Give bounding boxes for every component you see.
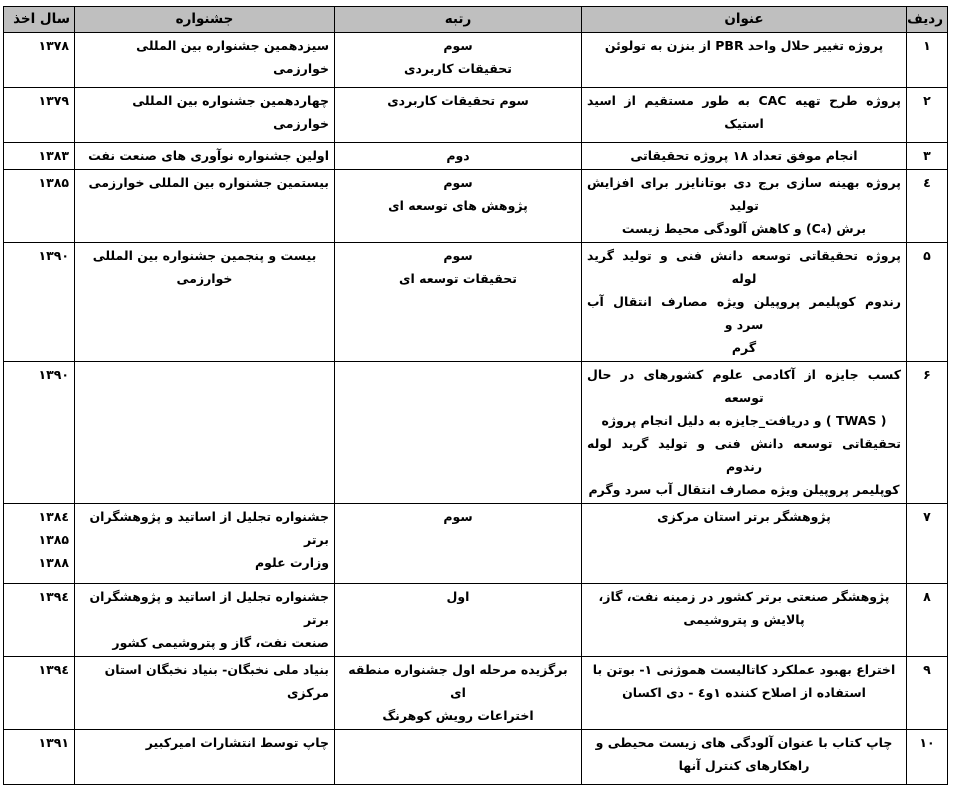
cell-rank xyxy=(335,730,582,785)
cell-year xyxy=(4,170,75,243)
cell-title xyxy=(582,504,907,584)
cell-title-line: تحقیقاتی توسعه دانش فنی و تولید گرید لوله رندوم xyxy=(587,436,901,474)
cell-title-line: اختراع بهبود عملکرد کاتالیست هموژنی ۱- بوتن با xyxy=(592,662,896,677)
cell-title-line: پروژه تحقیقاتی توسعه دانش فنی و تولید گرید لوله xyxy=(587,248,901,286)
table-row xyxy=(4,143,948,170)
cell-rank xyxy=(335,362,582,504)
cell-rank-line: سوم تحقیقات کاربردی xyxy=(387,93,529,108)
cell-year xyxy=(4,143,75,170)
cell-festival xyxy=(75,504,335,584)
cell-row-number: ۶ xyxy=(907,362,948,504)
cell-year-line: ۱۳۷۸ xyxy=(38,38,69,53)
cell-title-line: کوپلیمر پروپیلن ویژه مصارف انتقال آب سرد وگرم xyxy=(588,482,900,497)
cell-rank-line: برگزیده مرحله اول جشنواره منطقه ای xyxy=(348,662,568,700)
cell-festival xyxy=(75,143,335,170)
cell-year xyxy=(4,33,75,88)
cell-year xyxy=(4,657,75,730)
table-row xyxy=(4,170,948,243)
cell-festival-line: اولین جشنواره نوآوری های صنعت نفت xyxy=(88,148,329,163)
header-row xyxy=(4,7,948,33)
cell-year-line: ۱۳۹۰ xyxy=(38,367,69,382)
cell-year-line: ۱۳۹٤ xyxy=(38,589,69,604)
cell-festival xyxy=(75,88,335,143)
cell-festival-line: صنعت نفت، گاز و پتروشیمی کشور xyxy=(112,635,329,650)
table-row xyxy=(4,730,948,785)
cell-row-number: ۹ xyxy=(907,657,948,730)
cell-title-line: پروژه طرح تهیه CAC به طور مستقیم از اسید استیک xyxy=(587,93,901,131)
cell-festival xyxy=(75,362,335,504)
cell-rank xyxy=(335,657,582,730)
cell-rank-line: تحقیقات کاربردی xyxy=(404,61,512,76)
cell-title xyxy=(582,362,907,504)
cell-row-number: ٤ xyxy=(907,170,948,243)
cell-rank-line: اختراعات رویش کوهرنگ xyxy=(382,708,534,723)
cell-rank-line: پژوهش های توسعه ای xyxy=(388,198,528,213)
awards-table xyxy=(3,6,948,785)
cell-rank xyxy=(335,88,582,143)
header-year: سال اخذ xyxy=(4,7,75,33)
cell-title xyxy=(582,33,907,88)
cell-title xyxy=(582,243,907,362)
cell-rank-line: دوم xyxy=(446,148,470,163)
cell-festival-line: چهاردهمین جشنواره بین المللی خوارزمی xyxy=(132,93,329,131)
cell-year-line: ۱۳۷۹ xyxy=(38,93,69,108)
cell-festival xyxy=(75,657,335,730)
cell-title-line: راهکارهای کنترل آنها xyxy=(678,758,810,773)
cell-festival-line: بنیاد ملی نخبگان- بنیاد نخبگان استان مرکزی xyxy=(104,662,329,700)
cell-title-line: انجام موفق تعداد ۱۸ پروژه تحقیقاتی xyxy=(630,148,858,163)
cell-year-line: ۱۳۸۸ xyxy=(38,555,69,570)
cell-title-line: رندوم کوپلیمر پروپیلن ویژه مصارف انتقال آب سرد و xyxy=(587,294,901,332)
table-row xyxy=(4,657,948,730)
cell-festival-line: سیزدهمین جشنواره بین المللی خوارزمی xyxy=(136,38,329,76)
cell-festival-line: بیست و پنجمین جشنواره بین المللی xyxy=(92,248,317,263)
cell-title xyxy=(582,88,907,143)
cell-title-line: استفاده از اصلاح کننده ۱و٤ - دی اکسان xyxy=(622,685,866,700)
cell-row-number: ۲ xyxy=(907,88,948,143)
cell-title xyxy=(582,584,907,657)
cell-title-line: گرم xyxy=(731,340,757,355)
cell-rank-line: سوم xyxy=(443,175,473,190)
cell-festival-line: چاپ توسط انتشارات امیرکبیر xyxy=(145,735,329,750)
cell-title xyxy=(582,657,907,730)
cell-row-number: ۷ xyxy=(907,504,948,584)
cell-rank-line: سوم xyxy=(443,38,473,53)
cell-year xyxy=(4,504,75,584)
cell-title xyxy=(582,730,907,785)
cell-rank xyxy=(335,143,582,170)
cell-rank-line: تحقیقات توسعه ای xyxy=(399,271,517,286)
cell-title-line: پروژه تغییر حلال واحد PBR از بنزن به تولوئن xyxy=(604,38,884,53)
header-row-number: ردیف xyxy=(907,7,948,33)
cell-title-line: پژوهشگر صنعتی برتر کشور در زمینه نفت، گاز، xyxy=(598,589,890,604)
cell-title-line: کسب جایزه از آکادمی علوم کشورهای در حال توسعه xyxy=(587,367,901,405)
cell-year-line: ۱۳۹۱ xyxy=(38,735,69,750)
cell-year-line: ۱۳۸۵ xyxy=(38,532,69,547)
cell-festival-line: خوارزمی xyxy=(176,271,233,286)
cell-festival xyxy=(75,33,335,88)
cell-festival-line: جشنواره تجلیل از اساتید و پژوهشگران برتر xyxy=(89,589,329,627)
cell-rank xyxy=(335,33,582,88)
cell-row-number: ۵ xyxy=(907,243,948,362)
cell-title-line: پژوهشگر برتر استان مرکزی xyxy=(657,509,831,524)
table-row xyxy=(4,584,948,657)
cell-title xyxy=(582,143,907,170)
cell-festival xyxy=(75,243,335,362)
cell-year-line: ۱۳۹۰ xyxy=(38,248,69,263)
cell-year xyxy=(4,243,75,362)
cell-title-line: برش (C₄) و کاهش آلودگی محیط زیست xyxy=(621,221,867,236)
cell-festival xyxy=(75,170,335,243)
cell-festival xyxy=(75,584,335,657)
cell-festival-line: بیستمین جشنواره بین المللی خوارزمی xyxy=(88,175,329,190)
cell-year xyxy=(4,730,75,785)
cell-year-line: ۱۳۸۳ xyxy=(38,148,69,163)
cell-rank xyxy=(335,243,582,362)
table-row xyxy=(4,33,948,88)
cell-rank xyxy=(335,504,582,584)
cell-rank xyxy=(335,584,582,657)
cell-title xyxy=(582,170,907,243)
cell-rank-line: سوم xyxy=(443,248,473,263)
cell-title-line: پروژه بهینه سازی برج دی بوتانایزر برای افزایش تولید xyxy=(587,175,901,213)
header-title: عنوان xyxy=(582,7,907,33)
cell-title-line: ( TWAS ) و دریافت_جایزه به دلیل انجام پروژه xyxy=(601,413,887,428)
cell-rank-line: اول xyxy=(446,589,470,604)
cell-festival-line: جشنواره تجلیل از اساتید و پژوهشگران برتر xyxy=(89,509,329,547)
cell-year xyxy=(4,88,75,143)
header-rank: رتبه xyxy=(335,7,582,33)
cell-row-number: ۱۰ xyxy=(907,730,948,785)
cell-year-line: ۱۳۸۵ xyxy=(38,175,69,190)
header-festival: جشنواره xyxy=(75,7,335,33)
cell-festival xyxy=(75,730,335,785)
table-row xyxy=(4,362,948,504)
table-row xyxy=(4,504,948,584)
cell-row-number: ۱ xyxy=(907,33,948,88)
cell-year xyxy=(4,584,75,657)
cell-title-line: پالایش و پتروشیمی xyxy=(683,612,805,627)
cell-row-number: ۸ xyxy=(907,584,948,657)
cell-year-line: ۱۳۸٤ xyxy=(38,509,69,524)
cell-year-line: ۱۳۹٤ xyxy=(38,662,69,677)
cell-rank-line: سوم xyxy=(443,509,473,524)
cell-festival-line: وزارت علوم xyxy=(255,555,329,570)
table-row xyxy=(4,88,948,143)
cell-title-line: چاپ کتاب با عنوان آلودگی های زیست محیطی و xyxy=(595,735,893,750)
cell-rank xyxy=(335,170,582,243)
table-row xyxy=(4,243,948,362)
cell-year xyxy=(4,362,75,504)
cell-row-number: ۳ xyxy=(907,143,948,170)
